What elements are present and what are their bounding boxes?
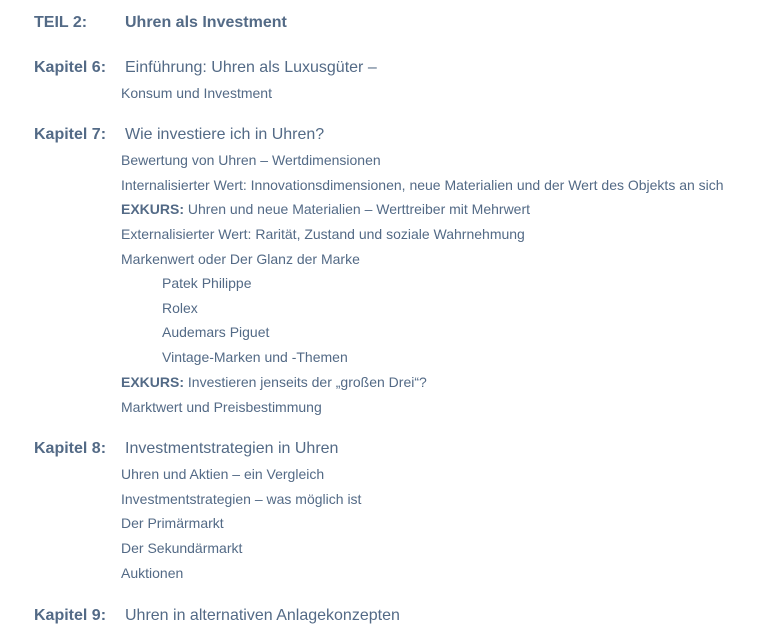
chapter-7-entry: Bewertung von Uhren – Wertdimensionen [121,152,381,168]
chapter-7-title: Wie investiere ich in Uhren? [125,126,325,143]
chapter-7-subentry: Rolex [162,300,198,316]
chapter-7-entry: Marktwert und Preisbestimmung [121,399,322,415]
chapter-7-entry: Internalisierter Wert: Innovationsdimensionen, neue Materialien und der Wert des Objekts an sich [121,177,724,193]
chapter-8-entry: Der Primärmarkt [121,515,224,531]
chapter-7-subentry: Audemars Piguet [162,324,270,340]
chapter-8-entry: Auktionen [121,565,184,581]
chapter-7-label: Kapitel 7: [34,126,107,143]
chapter-7-exkurs-entry [121,375,427,389]
chapter-6-entry: Konsum und Investment [121,85,272,101]
chapter-7-entry: Markenwert oder Der Glanz der Marke [121,251,360,267]
chapter-7-entry: Externalisierter Wert: Rarität, Zustand und soziale Wahrnehmung [121,226,525,242]
chapter-8-title: Investmentstrategien in Uhren [125,440,339,457]
chapter-7-subentry: Vintage-Marken und -Themen [162,349,348,365]
chapter-7-exkurs-entry [121,202,530,216]
chapter-9-title: Uhren in alternativen Anlagekonzepten [125,607,400,624]
chapter-8-entry: Investmentstrategien – was möglich ist [121,491,362,507]
chapter-8-label: Kapitel 8: [34,440,107,457]
chapter-8-entry: Der Sekundärmarkt [121,540,243,556]
exkurs-label: EXKURS: [121,201,185,217]
exkurs-label: EXKURS: [121,374,185,390]
chapter-9-label: Kapitel 9: [34,607,107,624]
exkurs-text: Uhren und neue Materialien – Werttreiber mit Mehrwert [187,201,531,217]
part-label: TEIL 2: [34,14,88,31]
chapter-8-entry: Uhren und Aktien – ein Vergleich [121,466,325,482]
chapter-7-subentry: Patek Philippe [162,275,252,291]
chapter-6-label: Kapitel 6: [34,59,107,76]
chapter-6-title: Einführung: Uhren als Luxusgüter – [125,59,377,76]
part-title: Uhren als Investment [125,14,287,31]
exkurs-text: Investieren jenseits der „großen Drei“? [187,374,427,390]
